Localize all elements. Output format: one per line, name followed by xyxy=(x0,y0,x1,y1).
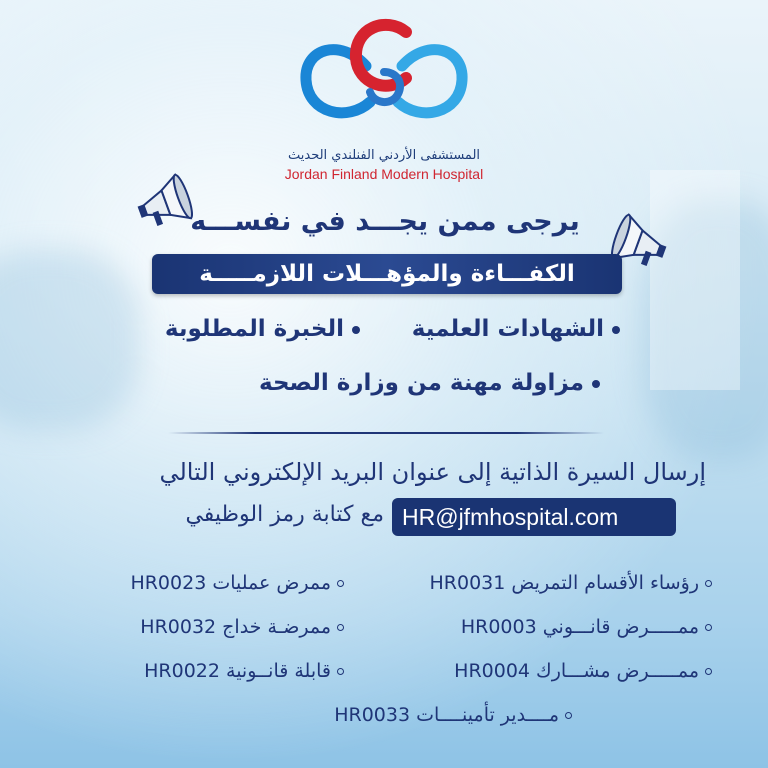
bullet-icon xyxy=(337,668,344,675)
background-window xyxy=(650,170,740,390)
job-label: رؤساء الأقسام التمريض HR0031 xyxy=(429,572,699,594)
job-item xyxy=(144,660,344,682)
bullet-icon xyxy=(337,580,344,587)
job-label: ممرض عمليات HR0023 xyxy=(130,572,331,594)
hospital-name-arabic: المستشفى الأردني الفنلندي الحديث xyxy=(287,148,481,163)
job-item xyxy=(454,660,712,682)
send-cv-instruction: إرسال السيرة الذاتية إلى عنوان البريد الإلكتروني التالي xyxy=(159,458,706,486)
requirement-label: الخبرة المطلوبة xyxy=(164,316,344,342)
job-label: ممـــــرض قانـــوني HR0003 xyxy=(460,616,699,638)
job-item xyxy=(140,616,344,638)
bullet-icon xyxy=(705,580,712,587)
job-item xyxy=(430,572,713,594)
job-label: مــــدير تأمينــــات HR0033 xyxy=(334,704,559,726)
hospital-name-english: Jordan Finland Modern Hospital xyxy=(284,166,484,182)
bullet-icon xyxy=(352,326,360,334)
background-blur xyxy=(0,250,140,430)
job-label: قابلة قانــونية HR0022 xyxy=(144,660,331,682)
requirement-item xyxy=(165,316,360,342)
qualifications-banner: الكفـــاءة والمؤهـــلات اللازمـــــة xyxy=(152,254,622,294)
bullet-icon xyxy=(592,380,600,388)
bullet-icon xyxy=(565,712,572,719)
bullet-icon xyxy=(337,624,344,631)
job-label: ممرضـة خداج HR0032 xyxy=(140,616,331,638)
job-code-instruction: مع كتابة رمز الوظيفي xyxy=(185,502,384,527)
email-address[interactable]: HR@jfmhospital.com xyxy=(392,498,676,536)
job-label: ممـــــرض مشـــارك HR0004 xyxy=(454,660,699,682)
bullet-icon xyxy=(705,668,712,675)
job-item xyxy=(334,704,572,726)
job-item xyxy=(461,616,712,638)
headline: يرجى ممن يجـــد في نفســـه xyxy=(190,206,580,237)
bullet-icon xyxy=(612,326,620,334)
requirement-label: الشهادات العلمية xyxy=(411,316,604,342)
bullet-icon xyxy=(705,624,712,631)
requirement-item xyxy=(259,370,600,396)
hospital-logo xyxy=(296,18,472,138)
requirement-item xyxy=(412,316,620,342)
requirement-label: مزاولة مهنة من وزارة الصحة xyxy=(259,370,584,396)
job-item xyxy=(130,572,344,594)
divider xyxy=(168,432,604,434)
